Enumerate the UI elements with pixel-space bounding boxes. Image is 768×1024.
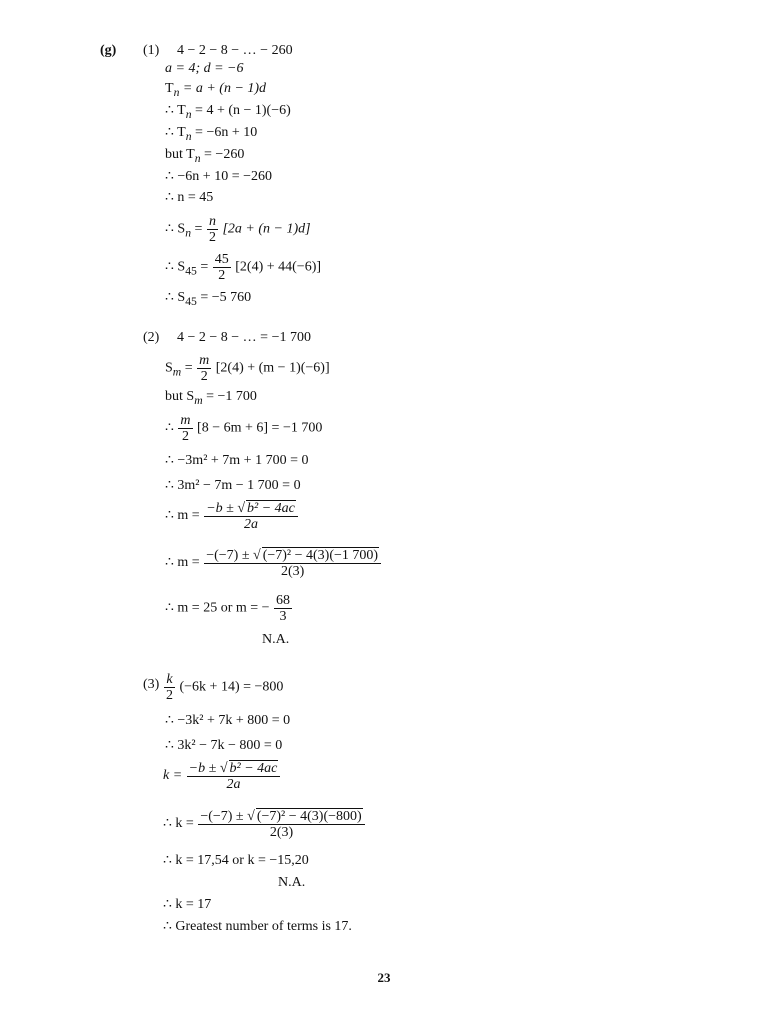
- section-label: (g): [100, 43, 117, 58]
- part2-line3: but $S_m = -1$ 700: [165, 389, 257, 407]
- part2-line8: ∴ m = $\frac{\text{−(−7) ± √ (−7)² − 4(3)(−1 700)}}{2(3)}$: [165, 547, 382, 579]
- part1-line3: $T_n = a + (n - 1)d$: [165, 81, 267, 99]
- part1-line4: ∴ $T_n = 4 + (n - 1)(-6)$: [165, 103, 291, 121]
- part3-line8: ∴ Greatest number of terms is 17.: [163, 919, 352, 934]
- part1-line1: 4 − 2 − 8 − … − 260: [177, 43, 293, 58]
- part2-line9: ∴ m = 25 or m = − $\frac{68}{3}$: [165, 593, 291, 624]
- part1-line5: ∴ $T_n = -6n + 10$: [165, 125, 258, 143]
- part2-not-applicable: N.A.: [262, 632, 290, 647]
- part3-line1: $\frac{k}{2}$ (−6k + 14) = −800: [166, 672, 284, 703]
- part3-line5: ∴ k = $\frac{\text{−(−7) ± √ (−7)² − 4(3)(−800)}}{2(3)}$: [163, 808, 366, 840]
- part1-line10: ∴ $S_{45}$ = $\frac{45}{2}$ [2(4) + 44(−6)]: [165, 252, 322, 283]
- part3-not-applicable: N.A.: [278, 875, 306, 890]
- part2-line7: ∴ m = $\frac{\text{−b ± √ b² − 4ac}}{2a}$: [165, 500, 299, 532]
- part2-line6: ∴ 3m² − 7m − 1 700 = 0: [165, 478, 301, 493]
- part1-line2: a = 4; d = −6: [165, 61, 244, 76]
- part3-line6: ∴ k = 17,54 or k = −15,20: [163, 853, 309, 868]
- part3-line2: ∴ −3k² + 7k + 800 = 0: [165, 713, 291, 728]
- part3-label: (3): [143, 677, 160, 692]
- part1-line8: ∴ n = 45: [165, 190, 214, 205]
- part2-line5: ∴ −3m² + 7m + 1 700 = 0: [165, 453, 309, 468]
- part2-line1: 4 − 2 − 8 − … = −1 700: [177, 330, 311, 345]
- part1-line6: but $T_n = -260$: [165, 147, 245, 165]
- part2-line4: ∴ $\frac{m}{2}$ [8 − 6m + 6] = −1 700: [165, 413, 323, 444]
- part1-line7: ∴ −6n + 10 = −260: [165, 169, 272, 184]
- part3-line3: ∴ 3k² − 7k − 800 = 0: [165, 738, 283, 753]
- part2-line2: $S_m$ = $\frac{m}{2}$ [2(4) + (m − 1)(−6)]: [165, 353, 330, 384]
- part2-label: (2): [143, 330, 160, 345]
- part1-line11: ∴ $S_{45} = -5$ 760: [165, 290, 252, 308]
- part3-line4: k = $\frac{\text{−b ± √ b² − 4ac}}{2a}$: [163, 760, 281, 792]
- page-number: 23: [377, 970, 391, 985]
- part3-line7: ∴ k = 17: [163, 897, 212, 912]
- part1-line9: ∴ $S_n$ = $\frac{n}{2}$ [2a + (n − 1)d]: [165, 214, 311, 245]
- part1-label: (1): [143, 43, 160, 58]
